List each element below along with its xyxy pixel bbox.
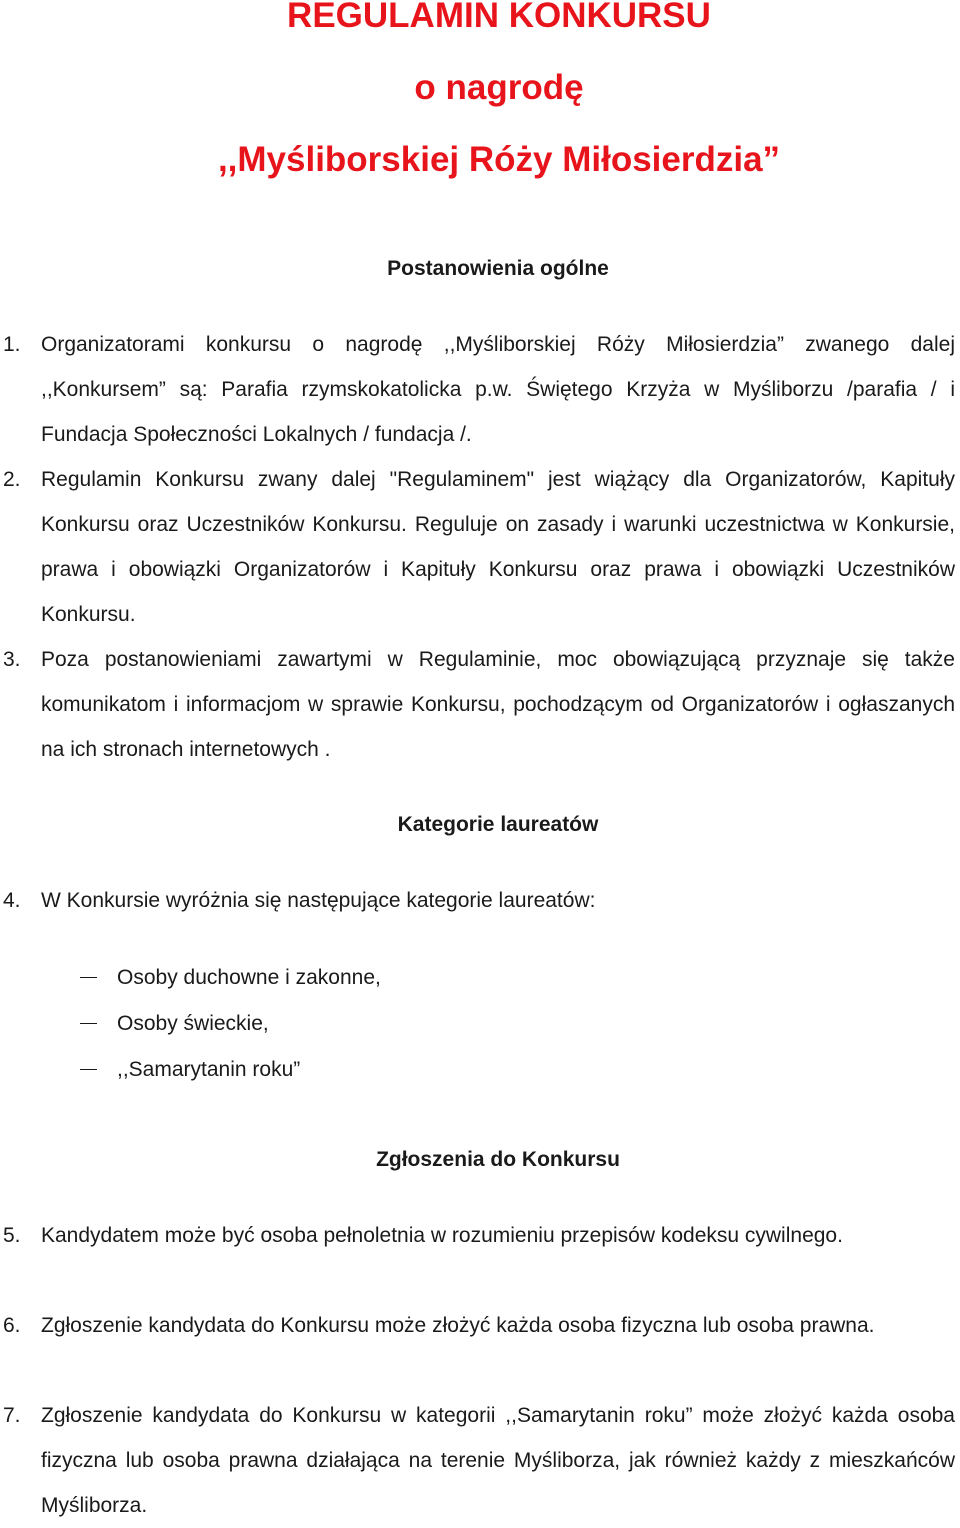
category-label: Osoby duchowne i zakonne, <box>117 966 381 989</box>
item-number: 6. <box>3 1314 21 1337</box>
dash-bullet-icon <box>80 1023 97 1024</box>
category-list-item <box>0 1047 600 1093</box>
category-list-item <box>0 1001 600 1047</box>
item-text: Zgłoszenie kandydata do Konkursu w kategorii ,,Samarytanin roku” może złożyć każda osoba fizyczna lub osoba prawna działająca na terenie Myśliborza, jak również każdy z mieszkańców Myśliborza. <box>41 1404 955 1517</box>
dash-bullet-icon <box>80 977 97 978</box>
section-heading-submissions: Zgłoszenia do Konkursu <box>376 1148 620 1171</box>
item-text: Poza postanowieniami zawartymi w Regulaminie, moc obowiązującą przyznaje się także komunikatom i informacjom w sprawie Konkursu, pochodzącym od Organizatorów i ogłaszanych na ich stronach internetowych . <box>41 648 955 761</box>
category-label: ,,Samarytanin roku” <box>117 1058 301 1081</box>
item-number: 5. <box>3 1224 21 1247</box>
item-number: 1. <box>3 333 21 356</box>
item-number: 2. <box>3 468 21 491</box>
section-heading-general: Postanowienia ogólne <box>387 257 609 280</box>
item-text: Zgłoszenie kandydata do Konkursu może złożyć każda osoba fizyczna lub osoba prawna. <box>41 1314 875 1337</box>
category-label: Osoby świeckie, <box>117 1012 269 1035</box>
award-name: ,,Myśliborskiej Róży Miłosierdzia” <box>217 140 781 179</box>
item-number: 3. <box>3 648 21 671</box>
item-text: Organizatorami konkursu o nagrodę ,,Myśliborskiej Róży Miłosierdzia” zwanego dalej ,,Konkursem” są: Parafia rzymskokatolicka p.w. Świętego Krzyża w Myśliborzu /parafia / i Fundacja Społeczności Lokalnych / fundacja /. <box>41 333 955 446</box>
item-number: 7. <box>3 1404 21 1427</box>
category-list-item <box>0 955 600 1001</box>
item-text: Kandydatem może być osoba pełnoletnia w rozumieniu przepisów kodeksu cywilnego. <box>41 1224 843 1247</box>
dash-bullet-icon <box>80 1069 97 1070</box>
section-heading-categories: Kategorie laureatów <box>397 813 599 836</box>
item-text: Regulamin Konkursu zwany dalej "Regulaminem" jest wiążący dla Organizatorów, Kapituły Konkursu oraz Uczestników Konkursu. Reguluje on zasady i warunki uczestnictwa w Konkursie, prawa i obowiązki Organizatorów i Kapituły Konkursu oraz prawa i obowiązki Uczestników Konkursu. <box>41 468 955 626</box>
document-title: REGULAMIN KONKURSU <box>287 0 711 35</box>
document-subtitle: o nagrodę <box>414 68 584 107</box>
item-number: 4. <box>3 889 21 912</box>
item-text: W Konkursie wyróżnia się następujące kategorie laureatów: <box>41 889 596 912</box>
